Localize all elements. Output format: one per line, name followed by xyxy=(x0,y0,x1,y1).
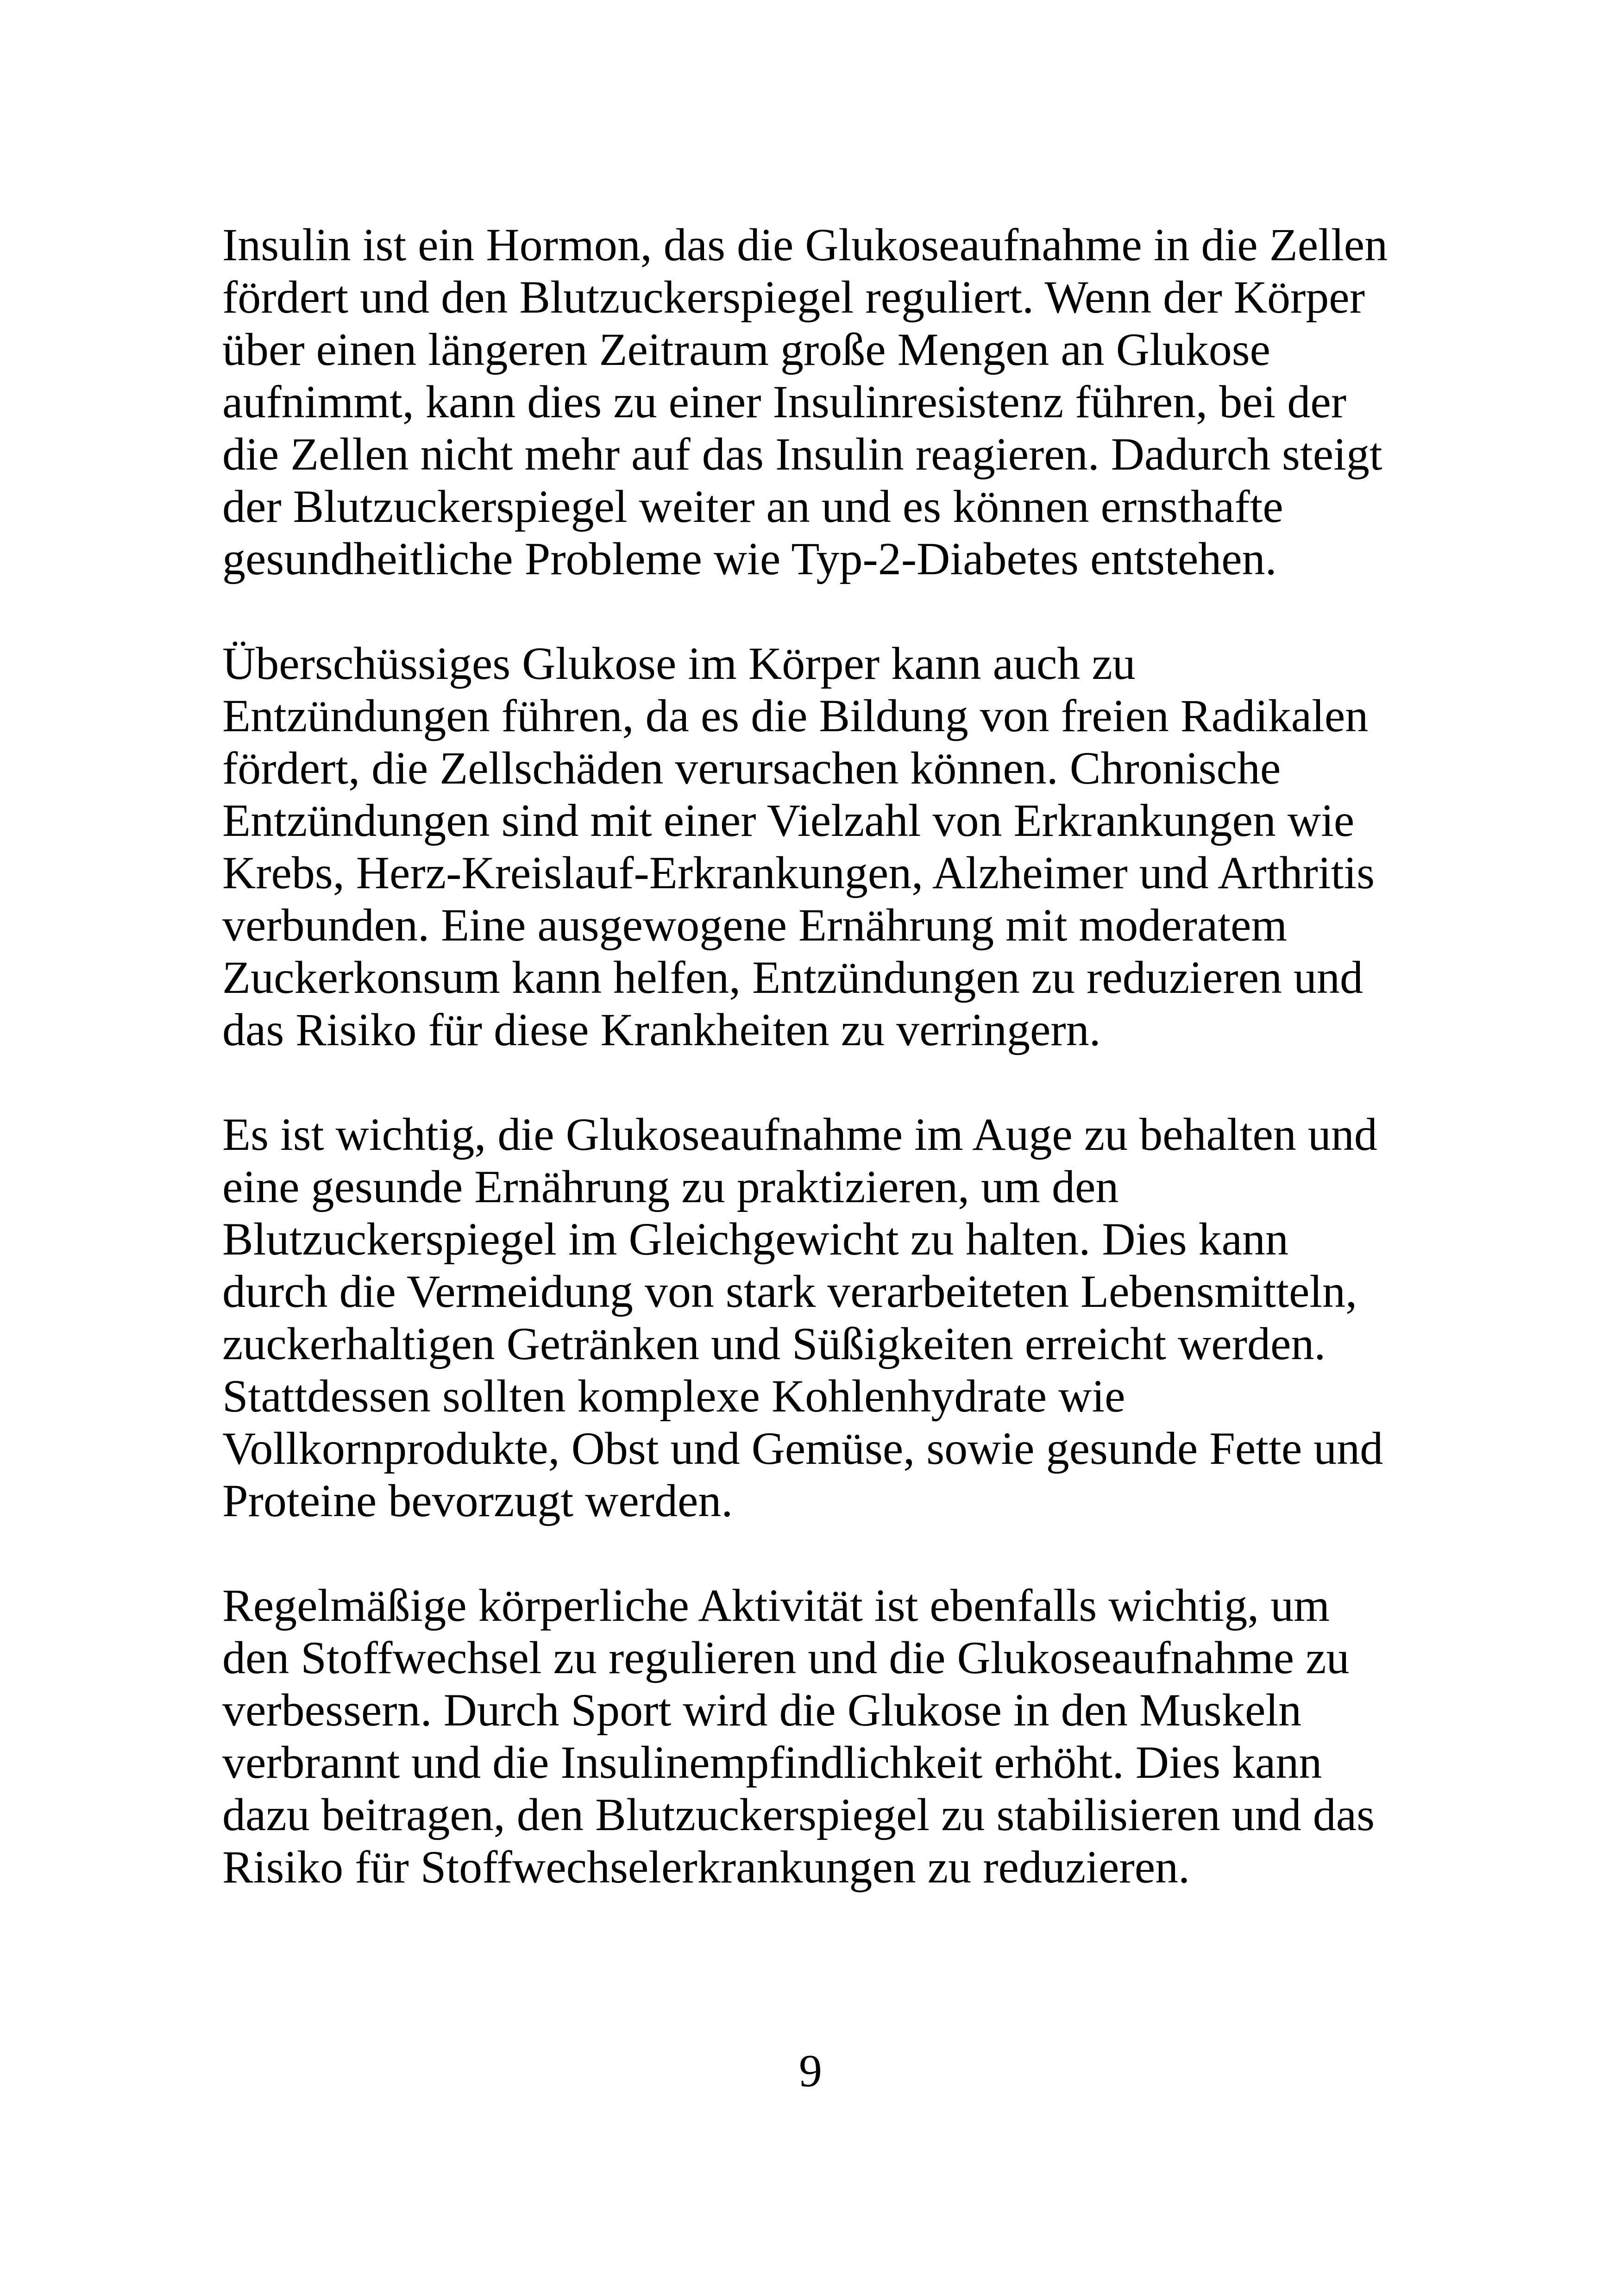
paragraph-inflammation xyxy=(222,637,1436,1056)
text-line: Entzündungen sind mit einer Vielzahl von Erkrankungen wie xyxy=(222,795,1355,846)
text-line: Risiko für Stoffwechselerkrankungen zu reduzieren. xyxy=(222,1841,1190,1893)
text-line: Blutzuckerspiegel im Gleichgewicht zu halten. Dies kann xyxy=(222,1213,1289,1265)
text-line: der Blutzuckerspiegel weiter an und es können ernsthafte xyxy=(222,481,1283,532)
body-text xyxy=(222,219,1436,1945)
text-line: Entzündungen führen, da es die Bildung von freien Radikalen xyxy=(222,690,1369,741)
text-line: fördert und den Blutzuckerspiegel reguliert. Wenn der Körper xyxy=(222,271,1365,323)
text-line: den Stoffwechsel zu regulieren und die Glukoseaufnahme zu xyxy=(222,1632,1350,1683)
text-line: aufnimmt, kann dies zu einer Insulinresistenz führen, bei der xyxy=(222,376,1347,427)
text-line: dazu beitragen, den Blutzuckerspiegel zu stabilisieren und das xyxy=(222,1789,1375,1840)
paragraph-insulin xyxy=(222,219,1436,585)
text-line: verbessern. Durch Sport wird die Glukose in den Muskeln xyxy=(222,1684,1302,1736)
text-line: zuckerhaltigen Getränken und Süßigkeiten erreicht werden. xyxy=(222,1318,1326,1369)
text-line: eine gesunde Ernährung zu praktizieren, um den xyxy=(222,1161,1119,1212)
text-line: Krebs, Herz-Kreislauf-Erkrankungen, Alzheimer und Arthritis xyxy=(222,847,1375,898)
text-line: über einen längeren Zeitraum große Mengen an Glukose xyxy=(222,324,1271,375)
page-number: 9 xyxy=(799,2045,822,2096)
text-line: durch die Vermeidung von stark verarbeiteten Lebensmitteln, xyxy=(222,1266,1357,1317)
text-line: das Risiko für diese Krankheiten zu verringern. xyxy=(222,1004,1101,1055)
text-line: Proteine bevorzugt werden. xyxy=(222,1475,733,1526)
text-line: Es ist wichtig, die Glukoseaufnahme im Auge zu behalten und xyxy=(222,1109,1377,1160)
text-line: Insulin ist ein Hormon, das die Glukoseaufnahme in die Zellen xyxy=(222,219,1388,270)
text-line: gesundheitliche Probleme wie Typ-2-Diabetes entstehen. xyxy=(222,533,1277,584)
text-line: Regelmäßige körperliche Aktivität ist ebenfalls wichtig, um xyxy=(222,1580,1330,1631)
text-line: Überschüssiges Glukose im Körper kann auch zu xyxy=(222,638,1136,689)
paragraph-nutrition xyxy=(222,1108,1436,1527)
text-line: verbunden. Eine ausgewogene Ernährung mit moderatem xyxy=(222,899,1288,951)
text-line: Vollkornprodukte, Obst und Gemüse, sowie gesunde Fette und xyxy=(222,1423,1383,1474)
text-line: Zuckerkonsum kann helfen, Entzündungen zu reduzieren und xyxy=(222,952,1363,1003)
text-line: Stattdessen sollten komplexe Kohlenhydrate wie xyxy=(222,1370,1125,1422)
text-line: die Zellen nicht mehr auf das Insulin reagieren. Dadurch steigt xyxy=(222,428,1382,480)
paragraph-exercise xyxy=(222,1579,1436,1893)
text-line: fördert, die Zellschäden verursachen können. Chronische xyxy=(222,742,1281,794)
text-line: verbrannt und die Insulinempfindlichkeit erhöht. Dies kann xyxy=(222,1737,1322,1788)
